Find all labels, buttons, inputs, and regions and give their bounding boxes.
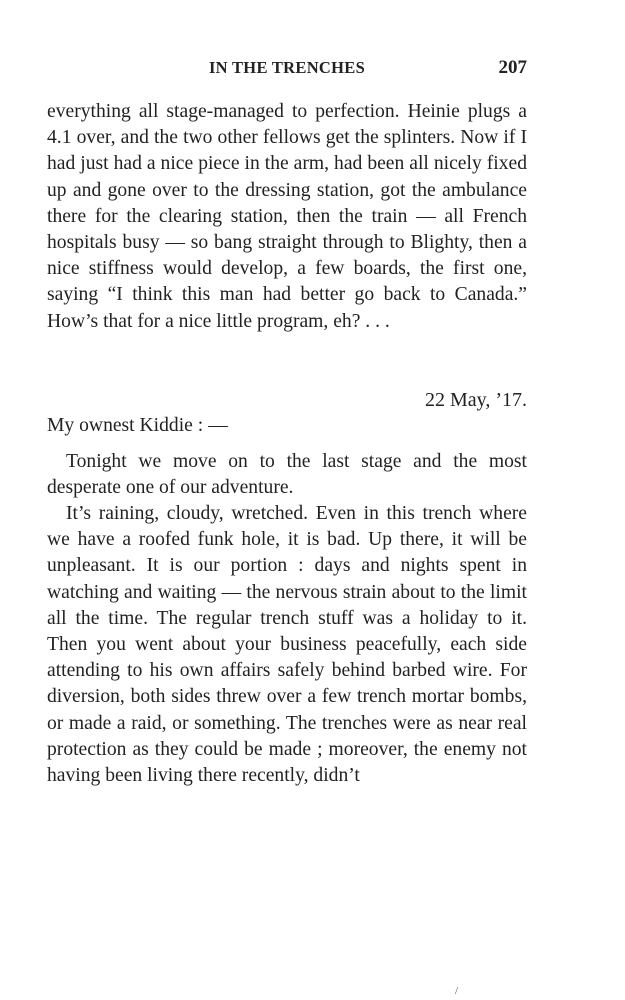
- paragraph: Tonight we move on to the last stage and the most desperate one of our adventure.: [47, 451, 527, 499]
- stray-mark: /: [455, 985, 459, 997]
- book-page: [47, 52, 527, 921]
- running-head: IN THE TRENCHES: [208, 58, 366, 77]
- page-number: 207: [498, 57, 527, 78]
- letter-dateline: 22 May, ’17.: [424, 389, 527, 411]
- paragraph: It’s raining, cloudy, wretched. Even in this trench where we have a roofed funk hole, it is bad. Up there, it will be unpleasant. It is our portion : days and nights spent in watching and waiting — the nervous strain about to the limit all the time. The regular trench stuff was a holiday to it. Then you went about your business peacefully, each side attending to his own affairs safely behind barbed wire. For diversion, both sides threw over a few trench mortar bombs, or made a raid, or something. The trenches were as near real protection as they could be made ; moreover, the enemy not having been living there recently, didn’t: [47, 503, 527, 787]
- paragraph-continued: everything all stage-managed to perfection. Heinie plugs a 4.1 over, and the two other fellows get the splinters. Now if I had just had a nice piece in the arm, had been all nicely fixed up and gone over to the dressing station, got the ambulance there for the clearing station, then the train — all French hospitals busy — so bang straight through to Blighty, then a nice stiffness would develop, a few boards, the first one, saying “I think this man had better go back to Canada.” How’s that for a nice little program, eh? . . .: [47, 101, 527, 332]
- letter-salutation: My ownest Kiddie : —: [47, 415, 228, 436]
- page-body: [47, 99, 527, 921]
- page-header: [47, 52, 527, 82]
